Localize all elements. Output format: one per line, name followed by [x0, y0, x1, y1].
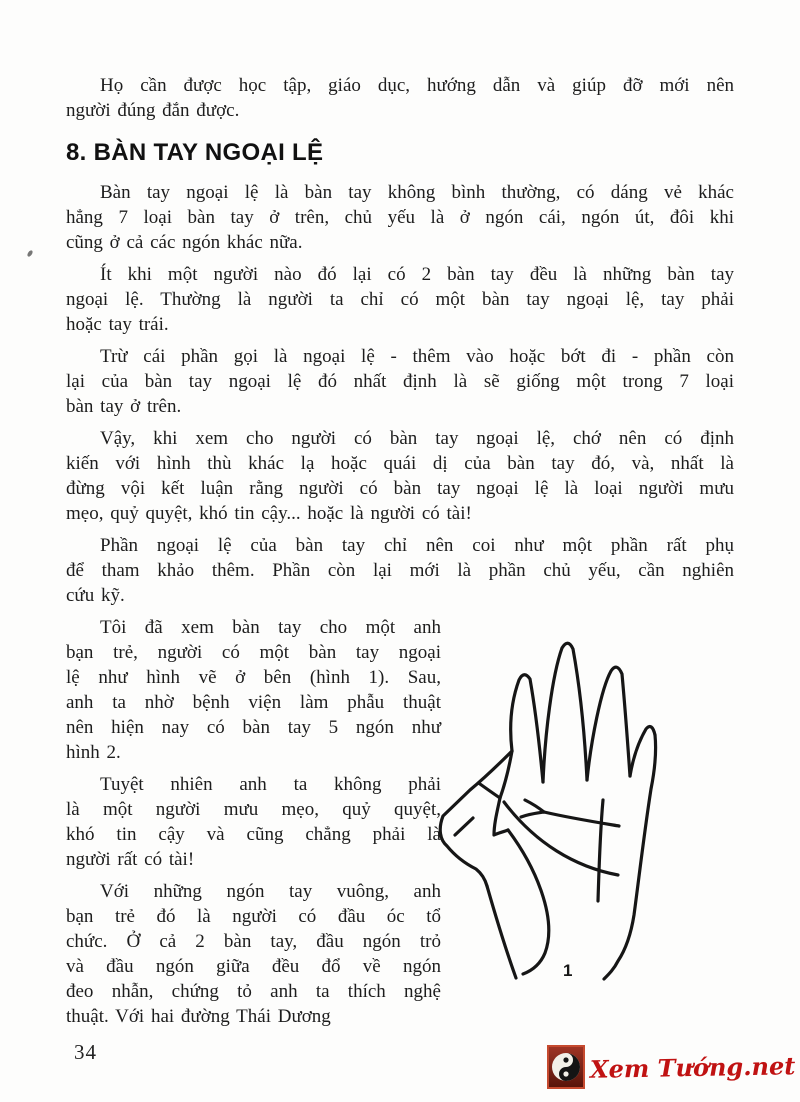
text-line: bạn trẻ, người có một bàn tay ngoại — [66, 642, 441, 663]
paragraph-exception — [66, 344, 734, 419]
text-line: Họ cần được học tập, giáo dục, hướng dẫn và giúp đỡ mới nên — [100, 75, 734, 96]
text-line: để tham khảo thêm. Phần còn lại mới là phần chủ yếu, cần nghiên — [66, 560, 734, 581]
text-line: Tôi đã xem bàn tay cho một anh — [100, 617, 441, 638]
text-line: chức. Ở cả 2 bàn tay, đầu ngón trỏ — [66, 931, 441, 952]
text-line: người rất có tài! — [66, 849, 195, 870]
text-line: bàn tay ở trên. — [66, 396, 182, 417]
text-line: Trừ cái phần gọi là ngoại lệ - thêm vào hoặc bớt đi - phần còn — [100, 346, 734, 367]
text-line: bạn trẻ đó là người có đầu óc tổ — [66, 906, 441, 927]
text-line: lệ như hình vẽ ở bên (hình 1). Sau, — [66, 667, 441, 688]
text-line: là một người mưu mẹo, quỷ quyệt, — [66, 799, 441, 820]
text-line: người đúng đắn được. — [66, 100, 240, 121]
text-line: lại của bàn tay ngoại lệ đó nhất định là sẽ giống một trong 7 loại — [66, 371, 734, 392]
text-line: hình 2. — [66, 742, 121, 763]
text-figure-row — [66, 615, 734, 1036]
yin-yang-icon — [547, 1045, 585, 1089]
page-number: 34 — [74, 1040, 97, 1064]
text-line: Tuyệt nhiên anh ta không phải — [100, 774, 441, 795]
text-line: mẹo, quỷ quyệt, khó tin cậy... hoặc là người có tài! — [66, 503, 472, 524]
text-line: ngoại lệ. Thường là người ta chỉ có một bàn tay ngoại lệ, tay phải — [66, 289, 734, 310]
text-line: và đầu ngón giữa đều đổ về ngón — [66, 956, 441, 977]
text-line: cũng ở cả các ngón khác nữa. — [66, 232, 303, 253]
text-line: Ít khi một người nào đó lại có 2 bàn tay đều là những bàn tay — [100, 264, 734, 285]
text-line: anh ta nhờ bệnh viện làm phẫu thuật — [66, 692, 441, 713]
paragraph-secondary — [66, 533, 734, 608]
text-line: cứu kỹ. — [66, 585, 125, 606]
section-heading: 8. BÀN TAY NGOẠI LỆ — [66, 139, 324, 166]
figure-label: 1 — [563, 961, 573, 980]
text-line: kiến với hình thù khác lạ hoặc quái dị của bàn tay đó, và, nhất là — [66, 453, 734, 474]
paragraph-advice — [66, 426, 734, 526]
paragraph-character — [66, 772, 441, 872]
paragraph-anecdote — [66, 615, 441, 765]
text-line: Phần ngoại lệ của bàn tay chỉ nên coi như một phần rất phụ — [100, 535, 734, 556]
paragraph-intro — [66, 73, 734, 123]
text-line: đừng vội kết luận rằng người có bàn tay ngoại lệ là loại người mưu — [66, 478, 734, 499]
text-line: khó tin cậy và cũng chẳng phải là — [66, 824, 441, 845]
watermark-text: Xem Tướng.net — [589, 1050, 796, 1084]
text-line: Bàn tay ngoại lệ là bàn tay không bình thường, có dáng vẻ khác — [100, 182, 734, 203]
text-line: thuật. Với hai đường Thái Dương — [66, 1006, 331, 1027]
text-line: nên hiện nay có bàn tay 5 ngón như — [66, 717, 441, 738]
figure-hand — [441, 615, 734, 1029]
text-line: đeo nhẫn, chứng tỏ anh ta thích nghệ — [66, 981, 441, 1002]
paragraph-definition — [66, 180, 734, 255]
text-line: Vậy, khi xem cho người có bàn tay ngoại lệ, chớ nên có định — [100, 428, 734, 449]
watermark — [547, 1045, 795, 1089]
paragraph-square-fingers — [66, 879, 441, 1029]
text-line: Với những ngón tay vuông, anh — [100, 881, 441, 902]
narrow-text-column — [66, 615, 441, 1036]
paragraph-rarity — [66, 262, 734, 337]
text-line: hoặc tay trái. — [66, 314, 169, 335]
text-line: hẳng 7 loại bàn tay ở trên, chủ yếu là ở ngón cái, ngón út, đôi khi — [66, 207, 734, 228]
hand-illustration — [430, 618, 770, 1018]
